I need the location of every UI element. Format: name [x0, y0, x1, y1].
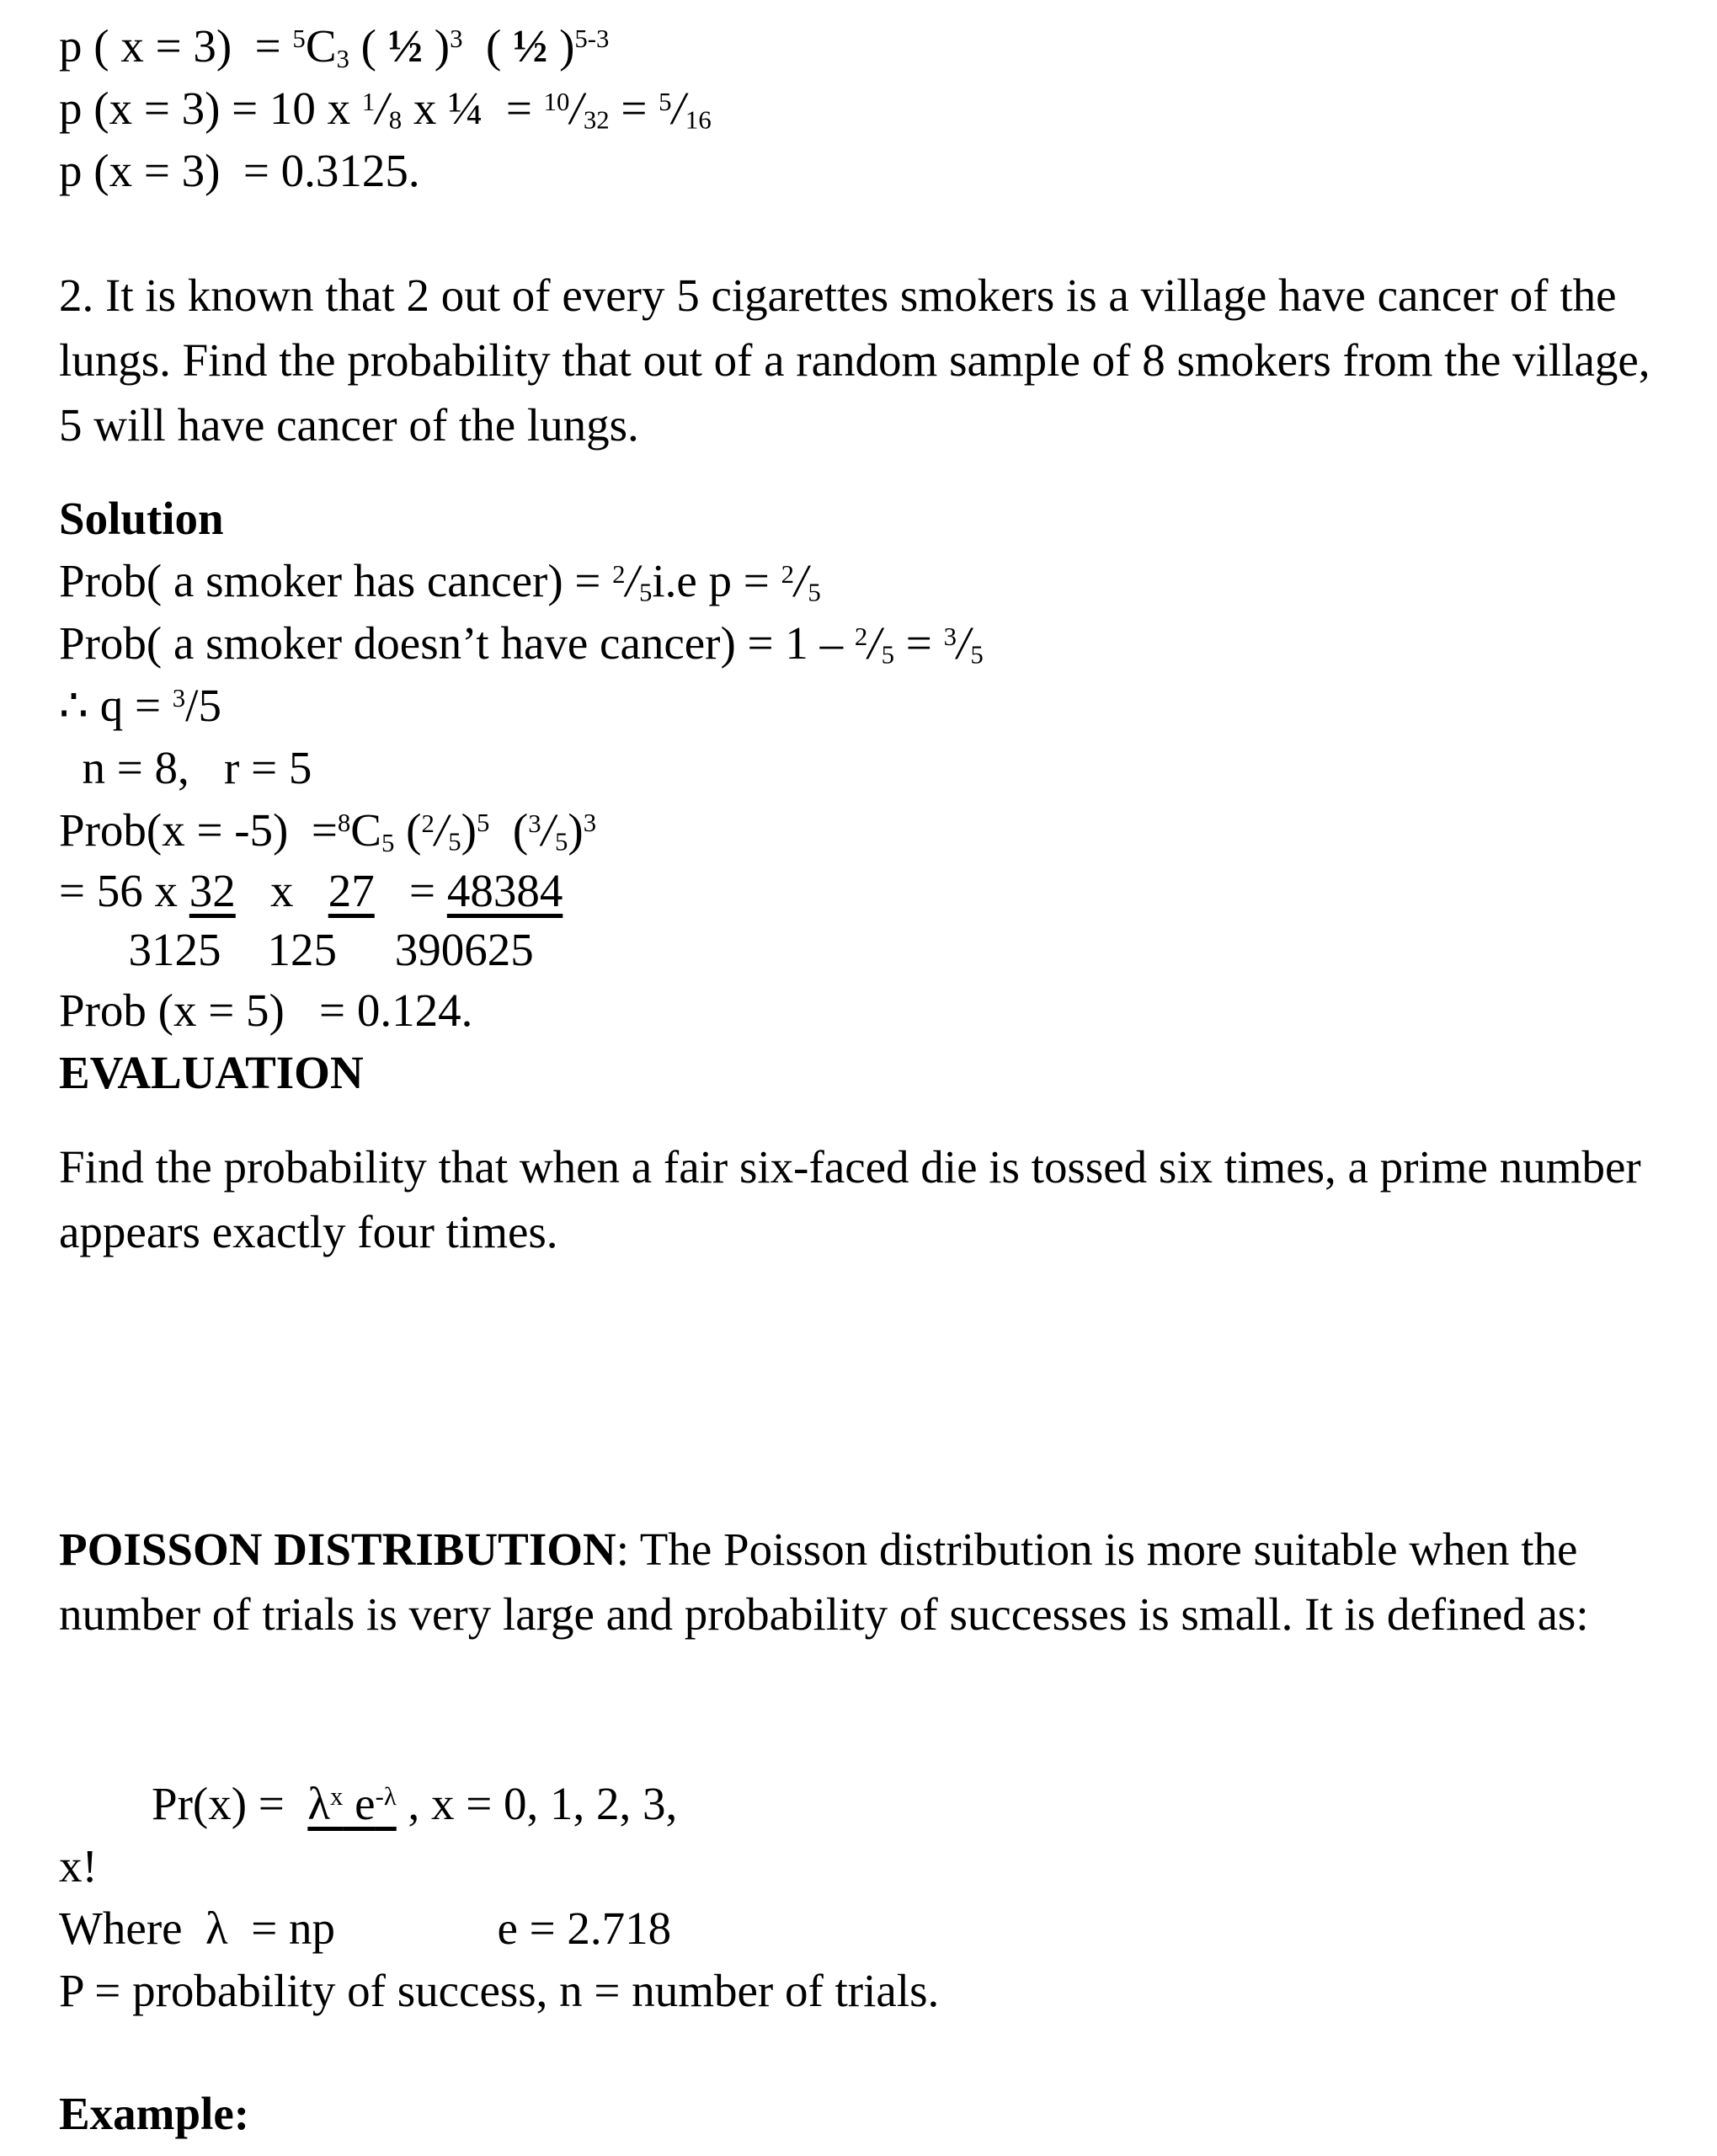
- sol2-mid: =: [894, 617, 944, 669]
- sol5-open-paren-1: (: [394, 804, 422, 856]
- eq1-power-2: 5-3: [574, 24, 610, 53]
- sol1-frac1-slash: /: [626, 555, 639, 606]
- sol1-mid: i.e p =: [652, 555, 781, 606]
- calc-separator-2: =: [374, 865, 447, 916]
- formula-e-exponent: -λ: [375, 1781, 397, 1811]
- sol5-combination-base: C: [350, 804, 381, 856]
- formula-tail: , x = 0, 1, 2, 3,: [396, 1778, 678, 1829]
- sol1-frac2-slash: /: [794, 555, 808, 606]
- sol5-combination-subscript: 5: [381, 828, 395, 857]
- evaluation-heading: EVALUATION: [59, 1047, 364, 1098]
- calc-denominator-indent: [59, 924, 129, 975]
- eq2-frac2-slash: /: [569, 83, 584, 134]
- sol5-frac2-slash: /: [541, 804, 555, 856]
- calc-denominator-125: 125: [267, 924, 337, 975]
- solution-heading: Solution: [59, 493, 224, 544]
- eq2-frac2-denominator: 32: [583, 105, 610, 135]
- spacer-before-evaluation-question: [59, 1104, 1659, 1134]
- eq2-frac3-numerator: 5: [659, 87, 672, 116]
- sol2-frac2-slash: /: [957, 617, 970, 669]
- sol5-close-paren-1: ): [461, 804, 477, 856]
- spacer-before-formula: [59, 1646, 1659, 1773]
- formula-numerator: [307, 1778, 396, 1829]
- eq2-mid: x ¼ =: [402, 83, 544, 134]
- equation-line-2: [59, 77, 1659, 140]
- eq1-close-paren-2: ): [547, 20, 575, 72]
- eq1-half-2: ½: [513, 20, 548, 72]
- sol3-superscript-3: 3: [172, 683, 186, 712]
- spacer-before-example: [59, 2022, 1659, 2083]
- eq1-power-1: 3: [450, 24, 463, 53]
- sol5-power-1: 5: [476, 808, 490, 837]
- where-gap: [335, 1903, 498, 1954]
- sol1-frac2-numerator: 2: [781, 559, 794, 589]
- solution-line-1: [59, 550, 1659, 612]
- sol1-frac1-numerator: 2: [612, 559, 626, 589]
- eq2-frac1-slash: /: [375, 83, 389, 134]
- calc-numerator-32: 32: [189, 865, 236, 916]
- sol5-power-2: 3: [583, 808, 597, 837]
- poisson-formula-line: [59, 1773, 1659, 1835]
- calc-denominator-gap-1: [221, 924, 268, 975]
- calculation-denominator-row: [59, 921, 1659, 979]
- eq2-lead: p (x = 3) = 10 x: [59, 83, 362, 134]
- sol5-combination-superscript: 8: [337, 808, 351, 837]
- poisson-body-text: The Poisson distribution is more suitable when the number of trials is very large and probability of successes is small. It is defined as:: [59, 1524, 1589, 1640]
- solution-line-3-q-value: [59, 675, 1659, 737]
- spacer-before-poisson: [59, 1264, 1659, 1517]
- formula-e: e: [343, 1778, 376, 1829]
- sol2-fraction-2: [944, 617, 984, 669]
- sol3-rest: /5: [185, 680, 221, 731]
- sol2-frac1-denominator: 5: [881, 640, 895, 670]
- sol5-fraction-2: [528, 804, 568, 856]
- sol3-lead: ∴ q =: [59, 680, 173, 731]
- calc-denominator-gap-2: [337, 924, 395, 975]
- sol1-frac2-denominator: 5: [808, 578, 821, 607]
- sol5-lead: Prob(x = -5) =: [59, 804, 338, 856]
- sol2-fraction-1: [855, 617, 894, 669]
- eq2-fraction-3: [659, 83, 712, 134]
- poisson-heading: POISSON DISTRIBUTION: [59, 1524, 616, 1575]
- evaluation-question-text: Find the probability that when a fair six-faced die is tossed six times, a prime number appears exactly four times.: [59, 1141, 1641, 1257]
- final-probability-result: Prob (x = 5) = 0.124.: [59, 985, 473, 1036]
- sol1-fraction-1: [612, 555, 652, 606]
- poisson-section: [59, 1517, 1663, 1646]
- sol5-frac1-denominator: 5: [448, 827, 461, 857]
- eq2-frac1-denominator: 8: [388, 105, 403, 135]
- equation-line-1: [59, 15, 1659, 77]
- sol2-frac2-numerator: 3: [943, 622, 957, 651]
- solution-line-2: [59, 612, 1659, 675]
- eq1-combination-superscript: 5: [292, 24, 306, 53]
- calc-denominator-3125: 3125: [128, 924, 221, 975]
- sol5-frac2-numerator: 3: [528, 808, 541, 838]
- sol5-frac1-slash: /: [435, 804, 448, 856]
- eq1-open-paren-2: (: [462, 20, 514, 72]
- eq2-fraction-2: [544, 83, 610, 134]
- eq2-frac2-numerator: 10: [543, 87, 570, 116]
- sol2-frac1-slash: /: [867, 617, 882, 669]
- eq2-equals: =: [609, 83, 659, 134]
- sol1-lead: Prob( a smoker has cancer) =: [59, 555, 613, 606]
- eq1-close-paren-1: ): [423, 20, 451, 72]
- eq1-combination-subscript: 3: [336, 44, 349, 73]
- document-body: [59, 15, 1659, 2145]
- sol1-frac1-denominator: 5: [638, 578, 653, 607]
- eq2-frac1-numerator: 1: [361, 87, 376, 116]
- where-definitions-line: [59, 1897, 1659, 1960]
- where-lambda-np: Where λ = np: [59, 1903, 335, 1954]
- eq2-frac3-denominator: 16: [685, 105, 712, 135]
- calc-numerator-27: 27: [328, 865, 375, 916]
- sol5-frac1-numerator: 2: [421, 808, 435, 838]
- calc-lead: = 56 x: [59, 865, 189, 916]
- sol2-lead: Prob( a smoker doesn’t have cancer) = 1 –: [59, 617, 855, 669]
- spacer-after-equations: [59, 202, 1659, 263]
- calc-denominator-390625: 390625: [394, 924, 534, 975]
- equation-line-3: p (x = 3) = 0.3125.: [59, 145, 420, 196]
- formula-lead: Pr(x) =: [59, 1778, 308, 1829]
- sol1-fraction-2: [781, 555, 821, 606]
- sol5-open-paren-2: (: [489, 804, 529, 856]
- eq1-lead: p ( x = 3) =: [59, 20, 293, 72]
- probability-definitions-line: P = probability of success, n = number of trials.: [59, 1965, 940, 2016]
- poisson-colon: :: [616, 1524, 629, 1575]
- calc-numerator-48384: 48384: [446, 865, 563, 916]
- calculation-numerator-row: [59, 862, 1659, 921]
- formula-lambda-exponent: x: [329, 1781, 344, 1811]
- sol2-frac1-numerator: 2: [854, 622, 868, 651]
- solution-line-4-n-r: n = 8, r = 5: [59, 742, 312, 793]
- question-2-text: 2. It is known that 2 out of every 5 cigarettes smokers is a village have cancer of the lungs. Find the probability that out of a random sample of 8 smokers from the village, 5 will have cancer of the lungs.: [59, 270, 1650, 451]
- eq2-fraction-1: [362, 83, 402, 134]
- sol5-close-paren-2: ): [568, 804, 584, 856]
- sol5-fraction-1: [421, 804, 461, 856]
- example-heading: Example:: [59, 2088, 250, 2139]
- eq1-combination-base: C: [305, 20, 337, 72]
- solution-line-5-formula: [59, 799, 1659, 862]
- eq1-half-1: ½: [387, 20, 423, 72]
- eq2-frac3-slash: /: [672, 83, 685, 134]
- sol5-frac2-denominator: 5: [555, 827, 568, 857]
- where-e-value: e = 2.718: [497, 1903, 672, 1954]
- sol2-frac2-denominator: 5: [970, 640, 984, 670]
- spacer-before-solution: [59, 457, 1659, 488]
- poisson-formula-denominator: x!: [59, 1840, 98, 1892]
- formula-lambda: λ: [307, 1778, 330, 1829]
- eq1-open-paren-1: (: [349, 20, 388, 72]
- calc-separator-1: x: [235, 865, 328, 916]
